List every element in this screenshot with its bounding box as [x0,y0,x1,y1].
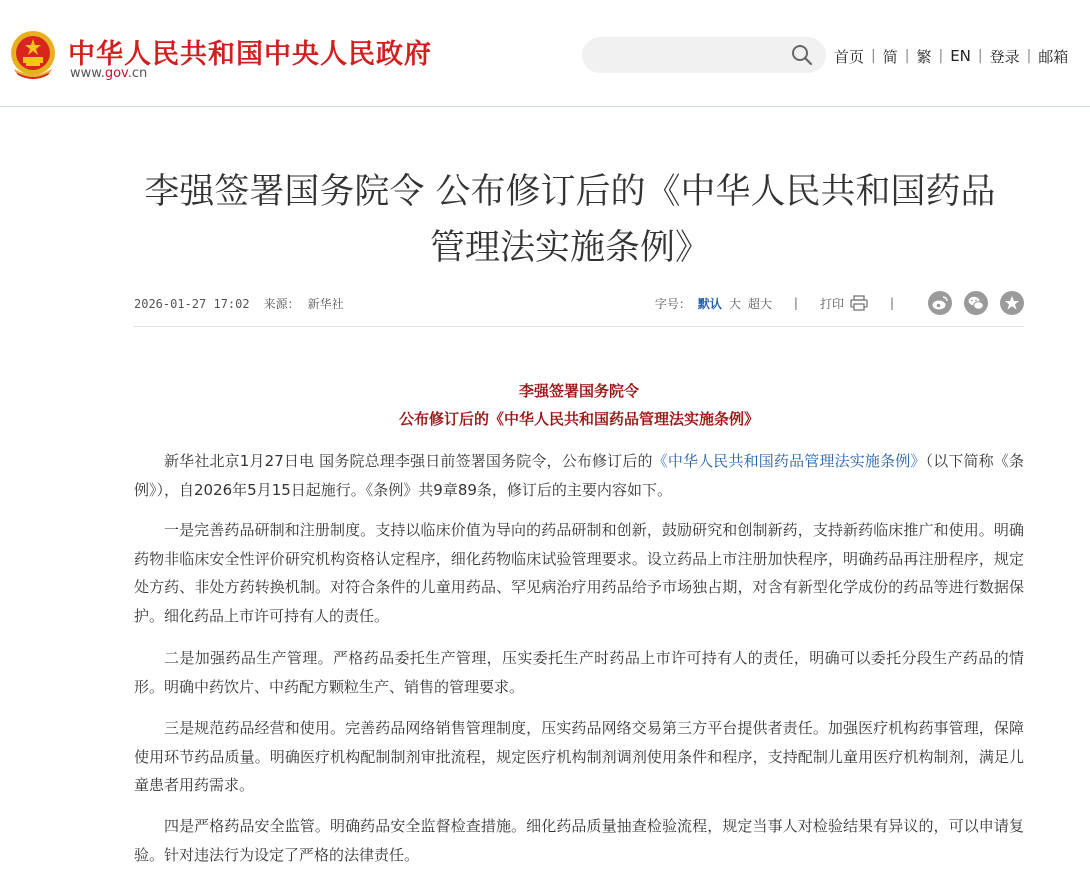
article-meta-info [134,295,344,312]
favorite-icon[interactable] [1000,291,1024,315]
url-prefix: www. [70,66,105,81]
article-title-line2: 管理法实施条例》 [429,228,710,268]
article-title [120,164,1020,276]
article-paragraph-2: 一是完善药品研制和注册制度。支持以临床价值为导向的药品研制和创新，鼓励研究和创制新药，支持新药临床推广和使用。明确药物非临床安全性评价研究机构资格认定程序，细化药物临床试验管理要求。设立药品上市注册加快程序，明确药品再注册程序，规定处方药、非处方药转换机制。对符合条件的儿童用药品、罕见病治疗用药品给予市场独占期，对含有新型化学成份的药品等进行数据保护。细化药品上市许可持有人的责任。 [134,521,1024,625]
article-paragraph-4: 三是规范药品经营和使用。完善药品网络销售管理制度，压实药品网络交易第三方平台提供者责任。加强医疗机构药事管理，保障使用环节药品质量。明确医疗机构配制制剂审批流程，规定医疗机构制剂调剂使用条件和程序，支持配制儿童用医疗机构制剂，满足儿童患者用药需求。 [134,719,1024,794]
tools-separator: | [793,296,798,310]
nav-separator: | [977,48,983,64]
site-title[interactable]: 中华人民共和国中央人民政府 [68,39,432,70]
font-size-default[interactable]: 默认 [697,296,722,311]
source-label: 来源： [263,297,300,311]
regulation-link[interactable]: 《中华人民共和国药品管理法实施条例》 [652,452,926,470]
search-input[interactable] [598,43,782,69]
article-subtitle-1: 李强签署国务院令 [518,382,639,400]
font-size-label: 字号： [654,296,691,311]
article-title-line1: 李强签署国务院令 公布修订后的《中华人民共和国药品 [144,172,996,212]
nav-separator: | [938,48,944,64]
nav-separator: | [1026,48,1032,64]
printer-icon [850,295,868,311]
national-emblem-icon[interactable] [8,29,58,83]
paragraph-1-text-b: （以下简称《条例》），自2026年5月15日起施行。《条例》共9章89条，修订后的主要内容如下。 [134,452,1024,499]
wechat-icon[interactable] [964,291,988,315]
nav-home[interactable]: 首页 [834,47,865,66]
nav-login[interactable]: 登录 [989,47,1020,66]
url-domain: gov [104,66,128,81]
tools-separator: | [889,296,894,310]
article-meta-bar [134,290,1024,327]
site-url[interactable] [70,66,147,81]
nav-english[interactable]: EN [950,47,971,65]
article-tools [655,290,1024,316]
font-size-large[interactable]: 大 [728,296,741,311]
article-subtitle-2: 公布修订后的《中华人民共和国药品管理法实施条例》 [398,410,759,428]
nav-separator: | [904,48,910,64]
article-paragraph-5: 四是严格药品安全监管。明确药品安全监督检查措施。细化药品质量抽查检验流程，规定当事人对检验结果有异议的，可以申请复验。针对违法行为设定了严格的法律责任。 [134,817,1024,864]
url-suffix: .cn [127,66,148,81]
font-size-xlarge[interactable]: 超大 [747,296,772,311]
nav-simplified[interactable]: 简 [882,47,898,66]
publish-datetime: 2026-01-27 17:02 [134,297,250,311]
print-button[interactable] [820,295,868,312]
article-paragraph-1 [134,447,1024,504]
print-label: 打印 [819,296,844,311]
paragraph-1-text-a: 新华社北京1月27日电 国务院总理李强日前签署国务院令，公布修订后的 [164,452,653,470]
nav-mailbox[interactable]: 邮箱 [1038,47,1069,66]
nav-traditional[interactable]: 繁 [916,47,932,66]
top-nav [834,44,1090,68]
search-icon[interactable] [790,43,814,67]
source-name: 新华社 [307,297,344,311]
nav-separator: | [871,48,876,64]
search-box [582,37,826,73]
article-paragraph-3: 二是加强药品生产管理。严格药品委托生产管理，压实委托生产时药品上市许可持有人的责任，明确可以委托分段生产药品的情形。明确中药饮片、中药配方颗粒生产、销售的管理要求。 [134,649,1024,696]
weibo-icon[interactable] [928,291,952,315]
site-header [0,0,1090,107]
